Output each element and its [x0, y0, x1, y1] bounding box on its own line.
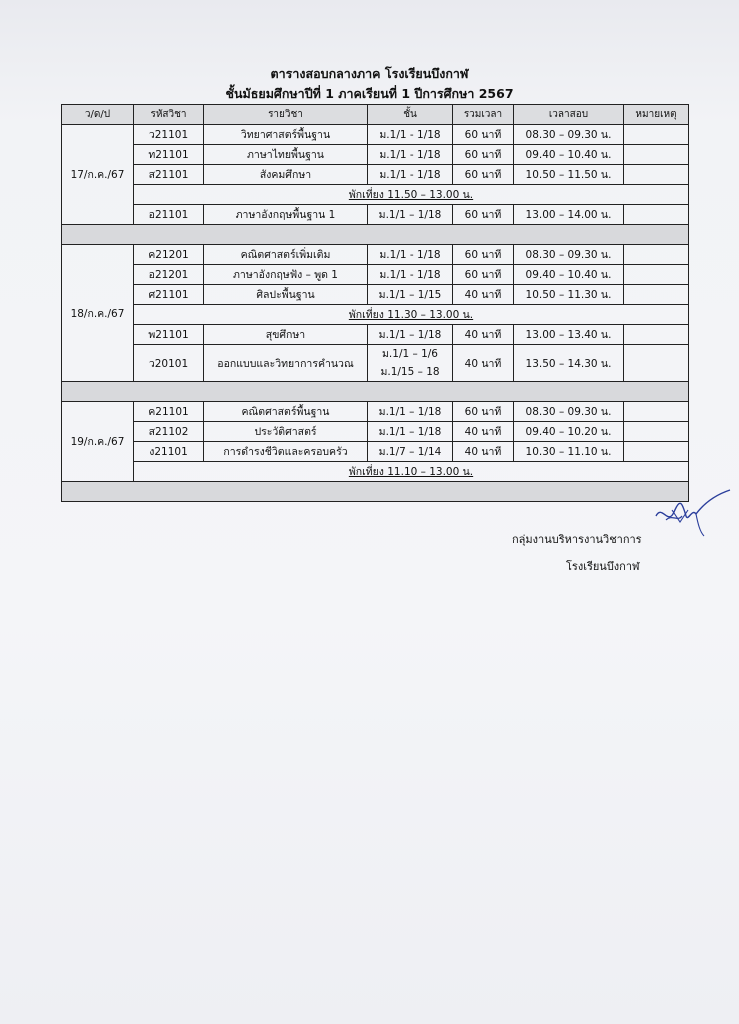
- table-row: [62, 165, 689, 185]
- lunch-break-label: พักเที่ยง 11.50 – 13.00 น.: [134, 185, 689, 205]
- table-row: [62, 402, 689, 422]
- subject-cell: สุขศึกษา: [204, 325, 368, 345]
- code-cell: ว21101: [134, 125, 204, 145]
- col-header-class: ชั้น: [368, 105, 453, 125]
- col-header-code: รหัสวิชา: [134, 105, 204, 125]
- code-cell: ค21201: [134, 245, 204, 265]
- note-cell: [624, 265, 689, 285]
- time-cell: 10.50 – 11.30 น.: [514, 285, 624, 305]
- note-cell: [624, 422, 689, 442]
- lunch-break-label: พักเที่ยง 11.30 – 13.00 น.: [134, 305, 689, 325]
- time-cell: 09.40 – 10.40 น.: [514, 265, 624, 285]
- time-cell: 08.30 – 09.30 น.: [514, 402, 624, 422]
- class-cell: ม.1/1 – 1/15: [368, 285, 453, 305]
- class-cell: ม.1/1 – 1/18: [368, 422, 453, 442]
- lunch-break-label: พักเที่ยง 11.10 – 13.00 น.: [134, 462, 689, 482]
- subject-cell: ภาษาอังกฤษฟัง – พูด 1: [204, 265, 368, 285]
- day-separator-row: [62, 225, 689, 245]
- note-cell: [624, 325, 689, 345]
- class-line: ม.1/1 – 1/6: [382, 348, 438, 360]
- separator-cell: [62, 382, 689, 402]
- table-row: [62, 245, 689, 265]
- class-cell: ม.1/1 - 1/18: [368, 145, 453, 165]
- time-cell: 08.30 – 09.30 น.: [514, 125, 624, 145]
- table-row: [62, 205, 689, 225]
- page-subtitle: ชั้นมัธยมศึกษาปีที่ 1 ภาคเรียนที่ 1 ปีการศึกษา 2567: [225, 86, 514, 101]
- time-cell: 08.30 – 09.30 น.: [514, 245, 624, 265]
- class-cell: ม.1/1 - 1/18: [368, 245, 453, 265]
- class-cell: ม.1/1 - 1/18: [368, 165, 453, 185]
- school-name: โรงเรียนบึงกาฬ: [566, 560, 640, 573]
- date-cell: 19/ก.ค./67: [62, 402, 134, 482]
- code-cell: ท21101: [134, 145, 204, 165]
- class-cell: [368, 345, 453, 382]
- class-cell: ม.1/1 - 1/18: [368, 265, 453, 285]
- duration-cell: 40 นาที: [453, 325, 514, 345]
- table-row: [62, 265, 689, 285]
- code-cell: ส21101: [134, 165, 204, 185]
- subject-cell: คณิตศาสตร์เพิ่มเติม: [204, 245, 368, 265]
- code-cell: พ21101: [134, 325, 204, 345]
- time-cell: 09.40 – 10.20 น.: [514, 422, 624, 442]
- code-cell: ส21102: [134, 422, 204, 442]
- time-cell: 13.50 – 14.30 น.: [514, 345, 624, 382]
- class-cell: ม.1/1 – 1/18: [368, 205, 453, 225]
- lunch-break-row: [62, 462, 689, 482]
- note-cell: [624, 402, 689, 422]
- date-cell: 18/ก.ค./67: [62, 245, 134, 382]
- subject-cell: คณิตศาสตร์พื้นฐาน: [204, 402, 368, 422]
- signature-image: [652, 486, 734, 538]
- code-cell: ศ21101: [134, 285, 204, 305]
- duration-cell: 60 นาที: [453, 205, 514, 225]
- subject-cell: การดำรงชีวิตและครอบครัว: [204, 442, 368, 462]
- class-cell: ม.1/1 – 1/18: [368, 402, 453, 422]
- col-header-duration: รวมเวลา: [453, 105, 514, 125]
- exam-schedule-table: [61, 104, 689, 502]
- code-cell: ง21101: [134, 442, 204, 462]
- day-separator-row: [62, 482, 689, 502]
- col-header-time: เวลาสอบ: [514, 105, 624, 125]
- code-cell: อ21101: [134, 205, 204, 225]
- code-cell: ค21101: [134, 402, 204, 422]
- lunch-break-row: [62, 305, 689, 325]
- table-row: [62, 442, 689, 462]
- subject-cell: ภาษาอังกฤษพื้นฐาน 1: [204, 205, 368, 225]
- class-line: ม.1/15 – 18: [380, 366, 440, 378]
- subject-cell: วิทยาศาสตร์พื้นฐาน: [204, 125, 368, 145]
- duration-cell: 60 นาที: [453, 265, 514, 285]
- subject-cell: ศิลปะพื้นฐาน: [204, 285, 368, 305]
- note-cell: [624, 125, 689, 145]
- note-cell: [624, 442, 689, 462]
- lunch-break-row: [62, 185, 689, 205]
- col-header-note: หมายเหตุ: [624, 105, 689, 125]
- note-cell: [624, 165, 689, 185]
- subject-cell: ภาษาไทยพื้นฐาน: [204, 145, 368, 165]
- page-title: ตารางสอบกลางภาค โรงเรียนบึงกาฬ: [270, 66, 469, 81]
- code-cell: อ21201: [134, 265, 204, 285]
- note-cell: [624, 145, 689, 165]
- code-cell: ว20101: [134, 345, 204, 382]
- duration-cell: 40 นาที: [453, 442, 514, 462]
- class-cell: ม.1/7 – 1/14: [368, 442, 453, 462]
- time-cell: 09.40 – 10.40 น.: [514, 145, 624, 165]
- subject-cell: ออกแบบและวิทยาการคำนวณ: [204, 345, 368, 382]
- note-cell: [624, 345, 689, 382]
- time-cell: 13.00 – 14.00 น.: [514, 205, 624, 225]
- table-header-row: [62, 105, 689, 125]
- table-row: [62, 422, 689, 442]
- duration-cell: 60 นาที: [453, 245, 514, 265]
- duration-cell: 40 นาที: [453, 285, 514, 305]
- time-cell: 13.00 – 13.40 น.: [514, 325, 624, 345]
- time-cell: 10.30 – 11.10 น.: [514, 442, 624, 462]
- department-name: กลุ่มงานบริหารงานวิชาการ: [512, 533, 642, 546]
- duration-cell: 60 นาที: [453, 125, 514, 145]
- table-row: [62, 125, 689, 145]
- table-row: [62, 145, 689, 165]
- duration-cell: 60 นาที: [453, 145, 514, 165]
- table-row: [62, 345, 689, 382]
- note-cell: [624, 205, 689, 225]
- class-cell: ม.1/1 - 1/18: [368, 125, 453, 145]
- separator-cell: [62, 482, 689, 502]
- note-cell: [624, 285, 689, 305]
- time-cell: 10.50 – 11.50 น.: [514, 165, 624, 185]
- subject-cell: ประวัติศาสตร์: [204, 422, 368, 442]
- subject-cell: สังคมศึกษา: [204, 165, 368, 185]
- day-separator-row: [62, 382, 689, 402]
- separator-cell: [62, 225, 689, 245]
- col-header-subject: รายวิชา: [204, 105, 368, 125]
- note-cell: [624, 245, 689, 265]
- table-row: [62, 285, 689, 305]
- duration-cell: 40 นาที: [453, 422, 514, 442]
- col-header-date: ว/ด/ป: [62, 105, 134, 125]
- table-row: [62, 325, 689, 345]
- class-cell: ม.1/1 – 1/18: [368, 325, 453, 345]
- date-cell: 17/ก.ค./67: [62, 125, 134, 225]
- duration-cell: 60 นาที: [453, 165, 514, 185]
- duration-cell: 40 นาที: [453, 345, 514, 382]
- duration-cell: 60 นาที: [453, 402, 514, 422]
